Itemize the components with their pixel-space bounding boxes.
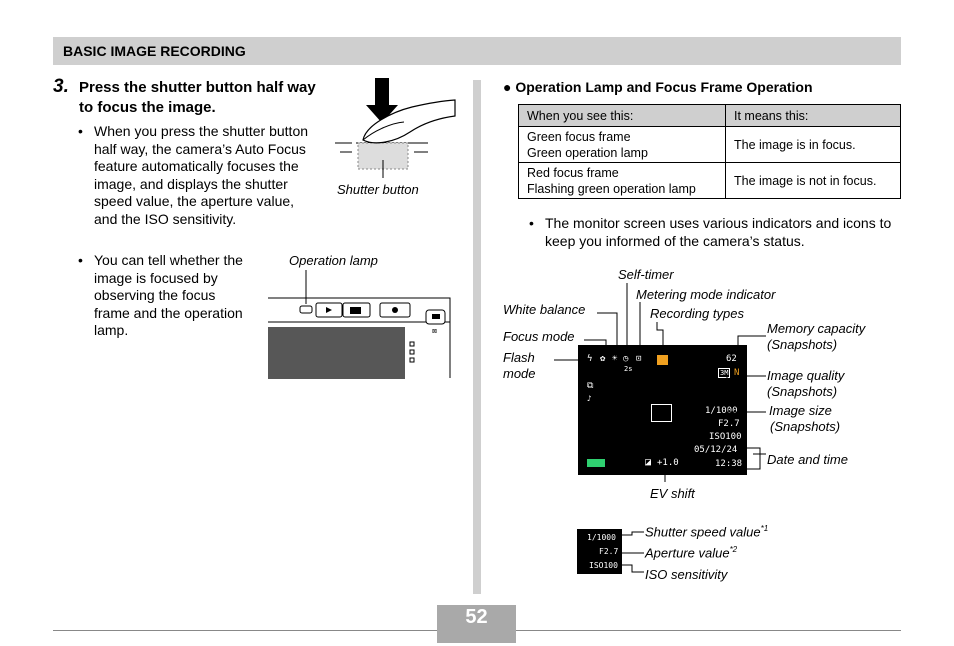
mode-icon: ⧉ bbox=[587, 381, 594, 391]
shutter-button-label: Shutter button bbox=[337, 182, 419, 197]
label-iso-sensitivity: ISO sensitivity bbox=[645, 567, 728, 582]
svg-text:⊠: ⊠ bbox=[432, 328, 438, 335]
label-date-time: Date and time bbox=[767, 452, 848, 467]
label-aperture: Aperture value$^{*2}$ bbox=[645, 545, 738, 561]
metering-icon: ⊡ bbox=[636, 354, 642, 364]
table-cell: Red focus frame Flashing green operation lamp bbox=[519, 163, 726, 199]
values-detail-screen bbox=[577, 529, 622, 574]
table-cell: Green focus frame Green operation lamp bbox=[519, 127, 726, 163]
image-size-icon: 3M bbox=[720, 369, 729, 377]
step-bullet-1: • When you press the shutter button half way, the camera’s Auto Focus feature automatically focuses the image, and displays the shutter speed value, the aperture value, and the ISO sensitivity. bbox=[78, 123, 309, 227]
page-number: 52 bbox=[465, 606, 488, 628]
iso-value: ISO100 bbox=[709, 432, 742, 442]
label-image-quality: Image quality (Snapshots) bbox=[767, 368, 845, 399]
table-heading: ● Operation Lamp and Focus Frame Operation bbox=[503, 79, 813, 95]
label-flash-mode: Flash mode bbox=[503, 350, 536, 381]
label-image-size: Image size (Snapshots) bbox=[769, 403, 841, 434]
label-memory-capacity: Memory capacity (Snapshots) bbox=[767, 321, 866, 352]
table-header-cell: It means this: bbox=[726, 105, 901, 127]
label-shutter-speed: Shutter speed value$^{*1}$ bbox=[645, 524, 769, 540]
detail-aperture-value: F2.7 bbox=[599, 547, 619, 556]
time-value: 12:38 bbox=[715, 459, 743, 469]
image-quality-value: N bbox=[734, 368, 740, 378]
audio-icon: ♪ bbox=[587, 394, 592, 403]
step-bullet-2: • You can tell whether the image is focused by observing the focus frame and the operation lamp. bbox=[78, 252, 243, 339]
label-white-balance: White balance bbox=[503, 302, 586, 317]
detail-shutter-value: 1/1000 bbox=[587, 533, 616, 542]
self-timer-icon: ◷ bbox=[623, 354, 629, 364]
ev-shift-icon: ◪ bbox=[645, 457, 652, 468]
section-title: BASIC IMAGE RECORDING bbox=[63, 43, 246, 59]
aperture-value: F2.7 bbox=[718, 419, 740, 429]
label-focus-mode: Focus mode bbox=[503, 329, 575, 344]
monitor-bullet: • The monitor screen uses various indicators and icons to keep you informed of the camera’s status. bbox=[529, 215, 892, 249]
white-balance-icon: ☀ bbox=[612, 354, 618, 364]
label-ev-shift: EV shift bbox=[650, 486, 695, 501]
detail-iso-value: ISO100 bbox=[589, 561, 618, 570]
label-self-timer: Self-timer bbox=[618, 267, 674, 282]
memory-capacity-value: 62 bbox=[726, 354, 737, 364]
step-number: 3. bbox=[53, 76, 69, 97]
shutter-speed-value: 1/1000 bbox=[705, 406, 738, 416]
timer-seconds: 2s bbox=[624, 365, 633, 373]
date-value: 05/12/24 bbox=[694, 445, 738, 455]
table-header-cell: When you see this: bbox=[519, 105, 726, 127]
ev-shift-value: +1.0 bbox=[657, 458, 679, 468]
operation-lamp-label: Operation lamp bbox=[289, 253, 378, 268]
flash-icon: ϟ bbox=[587, 354, 593, 364]
label-recording-types: Recording types bbox=[650, 306, 744, 321]
step-instruction: Press the shutter button half way to focus the image. bbox=[79, 79, 316, 116]
table-cell: The image is not in focus. bbox=[726, 163, 901, 199]
table-cell: The image is in focus. bbox=[726, 127, 901, 163]
label-metering-mode: Metering mode indicator bbox=[636, 287, 776, 302]
focus-mode-icon: ✿ bbox=[600, 354, 606, 364]
